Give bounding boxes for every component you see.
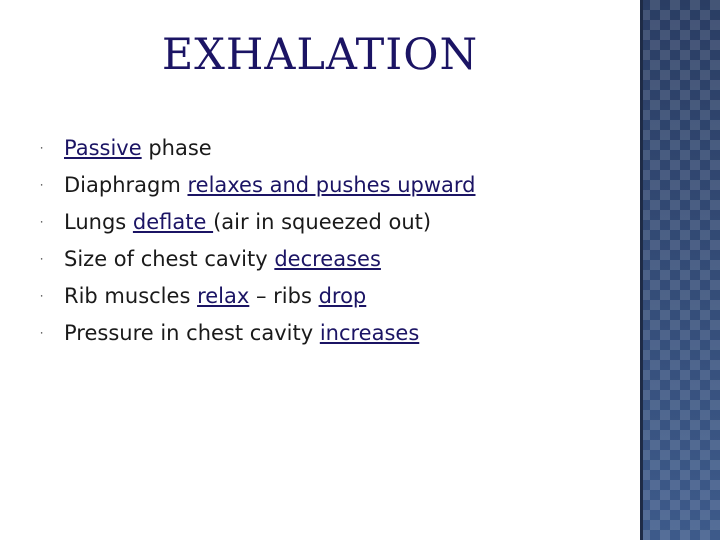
underlined-term: drop <box>318 284 367 308</box>
bullet-text-run: (air in squeezed out) <box>213 210 432 234</box>
bullet-text-run: Size of chest cavity <box>64 247 275 271</box>
underlined-term: Passive <box>64 136 142 160</box>
underlined-term: relax <box>197 284 250 308</box>
bullet-marker: ⸱ <box>40 326 44 340</box>
bullet-text <box>64 130 212 167</box>
bullet-text <box>64 167 476 204</box>
underlined-term: increases <box>319 321 420 345</box>
bullet-marker: ⸱ <box>40 215 44 229</box>
bullet-marker: ⸱ <box>40 252 44 266</box>
bullet-text <box>64 241 381 278</box>
underlined-term: relaxes and pushes upward <box>187 173 476 197</box>
bullet-text-run: phase <box>141 136 212 160</box>
underlined-term: decreases <box>274 247 381 271</box>
bullet-marker: ⸱ <box>40 178 44 192</box>
bullet-text-run: Lungs <box>64 210 133 234</box>
bullet-text <box>64 278 366 315</box>
bullet-text <box>64 315 419 352</box>
bullet-marker: ⸱ <box>40 141 44 155</box>
bullet-text <box>64 204 431 241</box>
bullet-text-run: Rib muscles <box>64 284 198 308</box>
decorative-sidebar <box>640 0 720 540</box>
slide-title: EXHALATION <box>161 30 479 80</box>
bullet-text-run: Diaphragm <box>64 173 188 197</box>
sidebar-edge <box>640 0 643 540</box>
bullet-text-run: Pressure in chest cavity <box>64 321 320 345</box>
bullet-text-run: – ribs <box>249 284 319 308</box>
bullet-marker: ⸱ <box>40 289 44 303</box>
underlined-term: deflate <box>132 210 214 234</box>
